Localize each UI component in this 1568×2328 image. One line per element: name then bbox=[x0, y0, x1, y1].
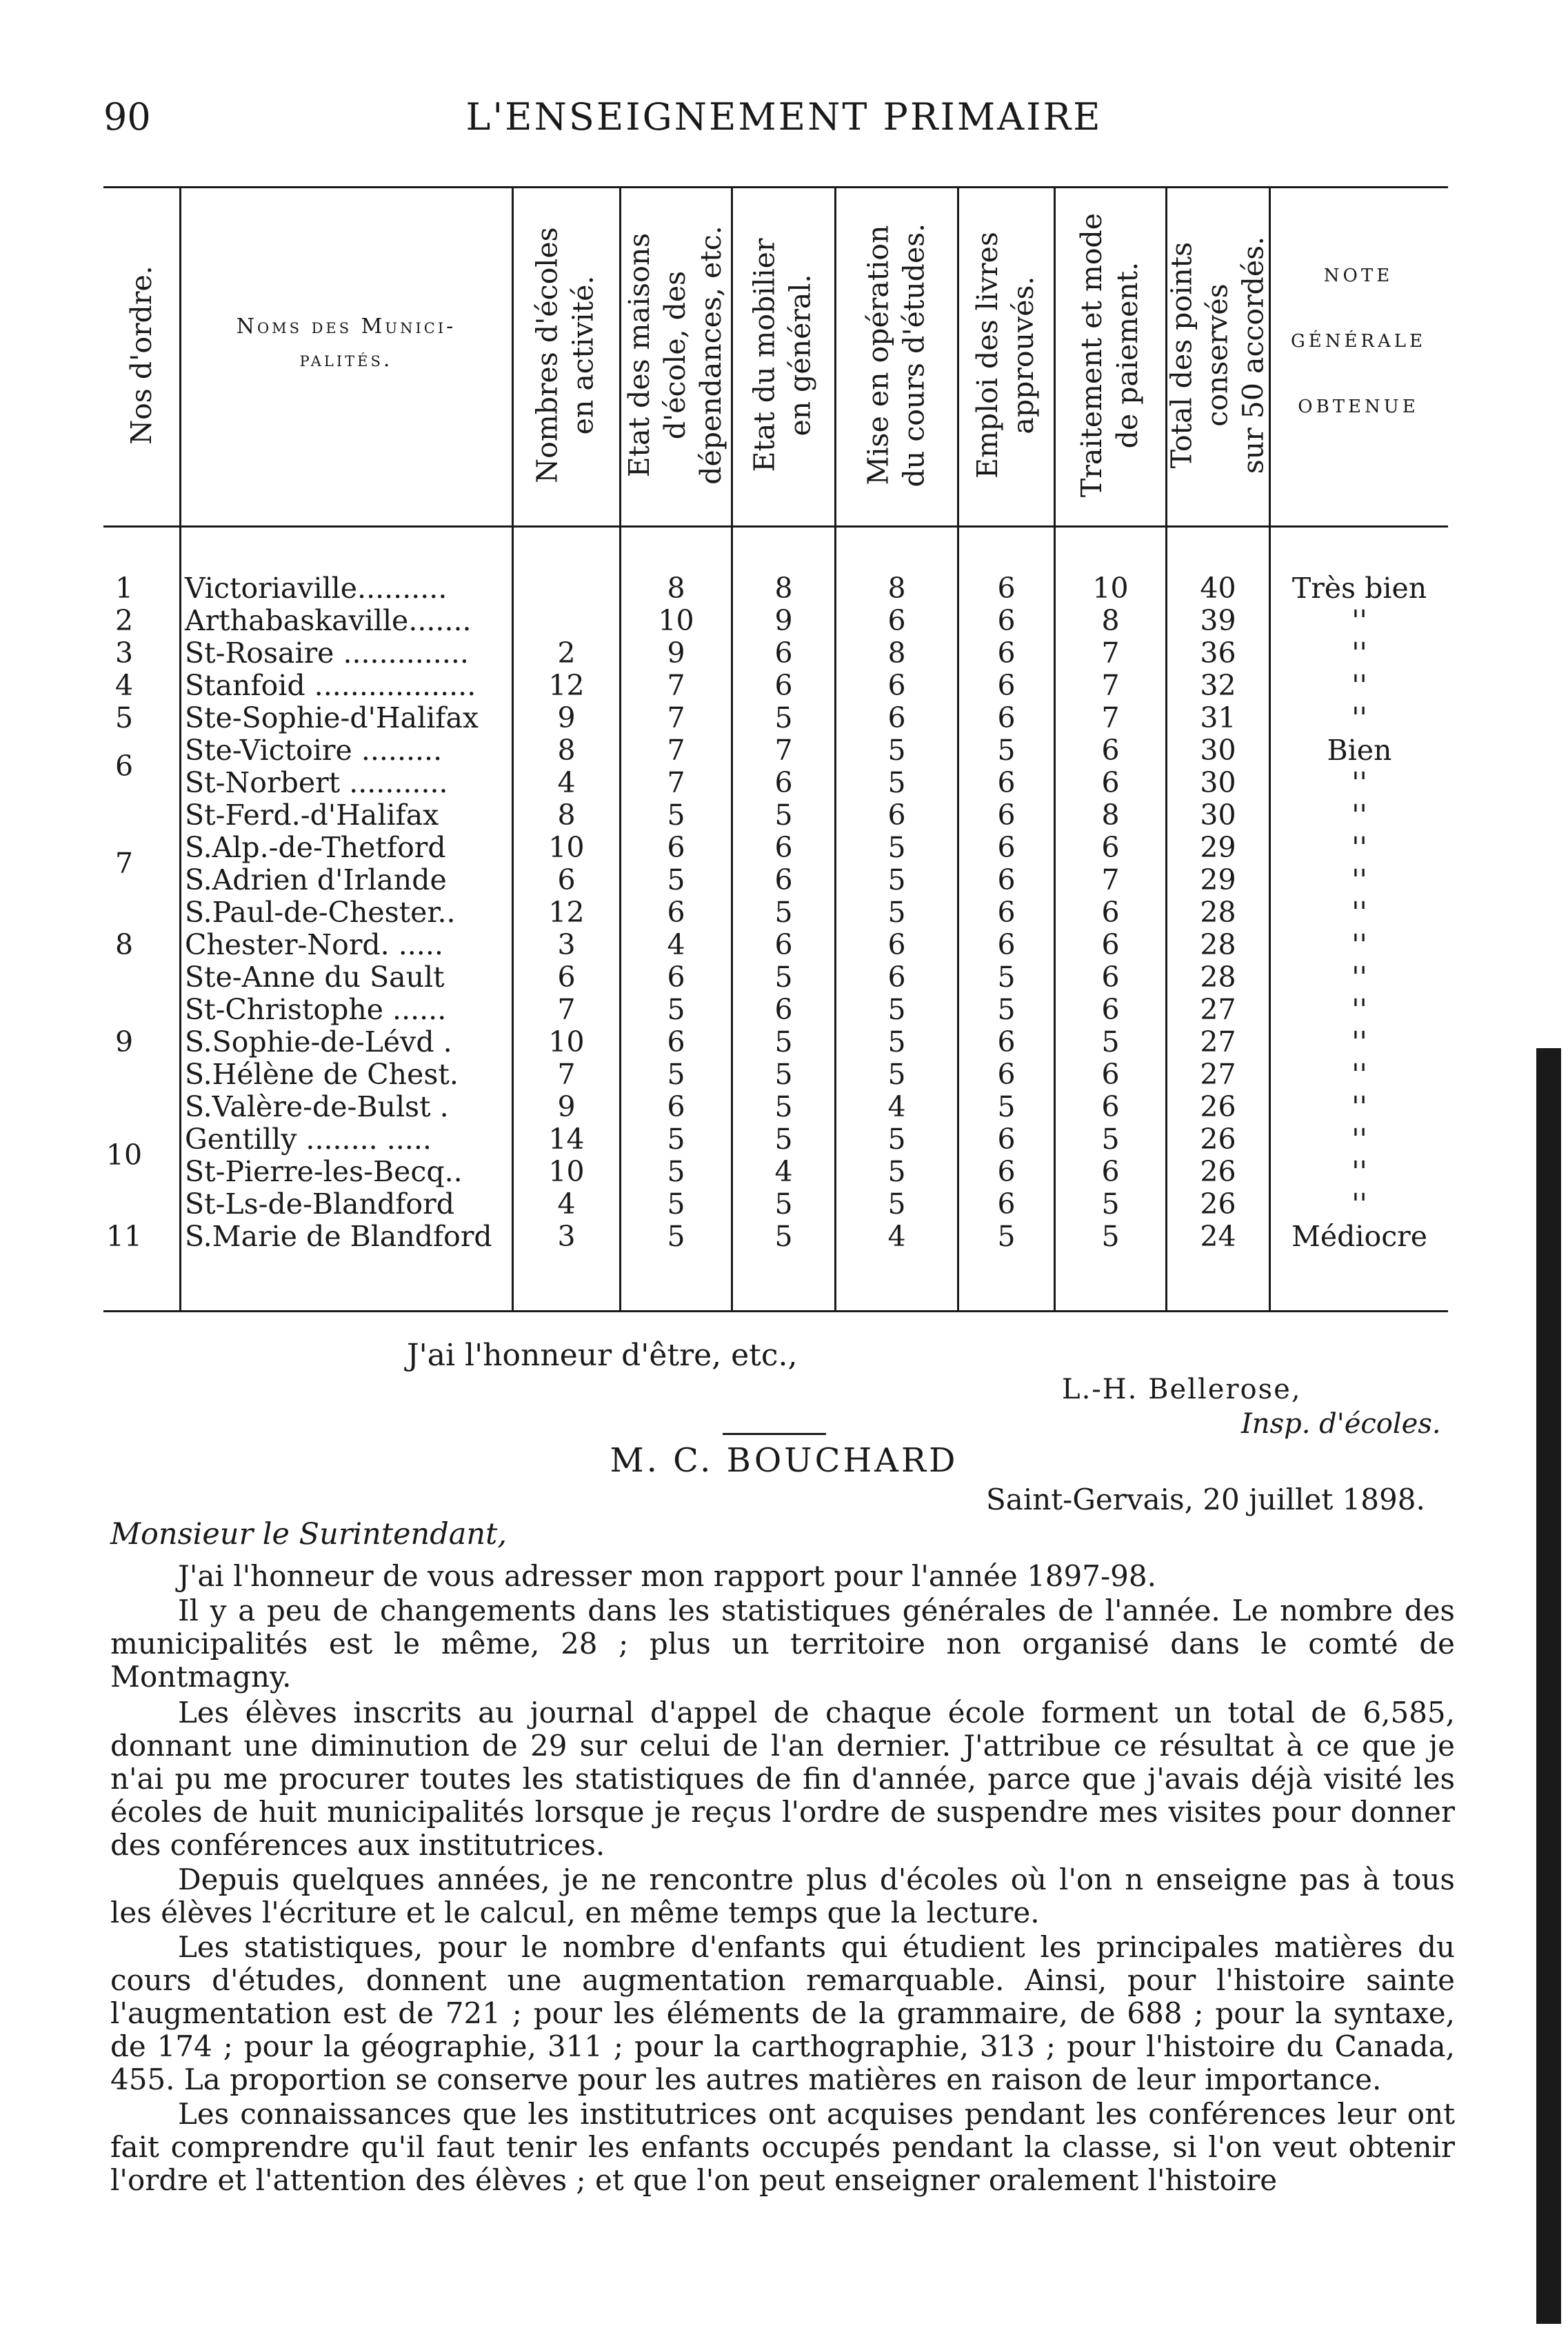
total-value: 28 bbox=[1200, 928, 1236, 961]
total-value: 27 bbox=[1200, 1025, 1236, 1058]
livres-value: 6 bbox=[997, 1155, 1016, 1188]
mobilier-value: 5 bbox=[774, 1025, 793, 1058]
livres-value: 6 bbox=[997, 701, 1016, 734]
note-value: '' bbox=[1351, 896, 1367, 929]
cours-value: 8 bbox=[887, 572, 906, 605]
note-value: '' bbox=[1351, 1058, 1367, 1091]
cours-value: 6 bbox=[887, 961, 906, 994]
municipality-name: St-Ferd.-d'Halifax bbox=[185, 799, 439, 832]
livres-value: 6 bbox=[997, 604, 1016, 637]
ecoles-value bbox=[514, 605, 619, 637]
section-divider bbox=[723, 1433, 826, 1435]
cours-value: 6 bbox=[887, 604, 906, 637]
municipality-name: Gentilly ........ ..... bbox=[185, 1123, 432, 1156]
note-value: '' bbox=[1351, 1025, 1367, 1058]
municipality-name: Chester-Nord. ..... bbox=[185, 928, 443, 961]
ecoles-value: 4 bbox=[557, 766, 576, 799]
traitement-value: 6 bbox=[1101, 766, 1120, 799]
traitement-value: 6 bbox=[1101, 928, 1120, 961]
livres-value: 6 bbox=[997, 1187, 1016, 1221]
traitement-value: 5 bbox=[1101, 1025, 1120, 1058]
municipality-name: Victoriaville.......... bbox=[185, 572, 448, 605]
total-value: 28 bbox=[1200, 896, 1236, 929]
note-value: '' bbox=[1351, 928, 1367, 961]
total-value: 26 bbox=[1200, 1187, 1236, 1221]
total-value: 30 bbox=[1200, 734, 1236, 767]
paragraph: J'ai l'honneur de vous adresser mon rapport pour l'année 1897-98. bbox=[178, 1559, 1156, 1593]
group-number: 8 bbox=[114, 928, 134, 961]
paragraph: Les statistiques, pour le nombre d'enfants qui étudient les principales matières du cours d'études, donnent une augmentation remarquable. Ainsi, pour l'histoire sainte l'augmentation est de 721 ; pour les éléments de la grammaire, de 688 ; pour la syntaxe, de 174 ; pour la géographie, 311 ; pour la carthographie, 313 ; pour l'histoire du Canada, 455. La proportion se conserve pour les autres matières en raison de leur importance. bbox=[110, 1930, 1455, 2096]
group-number: 3 bbox=[114, 636, 134, 670]
group-number: 11 bbox=[105, 1220, 143, 1253]
livres-value: 6 bbox=[997, 766, 1016, 799]
cours-value: 8 bbox=[887, 636, 906, 670]
maisons-value: 7 bbox=[667, 766, 685, 799]
maisons-value: 6 bbox=[667, 961, 685, 994]
maisons-value: 6 bbox=[667, 1025, 685, 1058]
ecoles-value: 6 bbox=[557, 863, 576, 896]
maisons-value: 7 bbox=[667, 669, 685, 702]
maisons-value: 6 bbox=[667, 831, 685, 864]
municipality-name: Arthabaskaville....... bbox=[185, 604, 472, 637]
maisons-value: 7 bbox=[667, 701, 685, 734]
municipality-name: St-Pierre-les-Becq.. bbox=[185, 1155, 463, 1188]
mobilier-value: 5 bbox=[774, 961, 793, 994]
group-number: 9 bbox=[114, 1025, 134, 1058]
cours-value: 5 bbox=[887, 734, 906, 767]
municipality-name: St-Rosaire .............. bbox=[185, 636, 469, 670]
maisons-value: 5 bbox=[667, 993, 685, 1026]
header-etat-mobilier: Etat du mobilier en général. bbox=[748, 238, 817, 472]
municipality-name: S.Alp.-de-Thetford bbox=[185, 831, 446, 864]
mobilier-value: 6 bbox=[774, 636, 793, 670]
ecoles-value: 7 bbox=[557, 1058, 576, 1091]
municipality-name: Ste-Anne du Sault bbox=[185, 961, 445, 994]
livres-value: 5 bbox=[997, 993, 1016, 1026]
ecoles-value: 3 bbox=[557, 928, 576, 961]
traitement-value: 7 bbox=[1101, 669, 1120, 702]
total-value: 39 bbox=[1200, 604, 1236, 637]
cours-value: 5 bbox=[887, 1123, 906, 1156]
note-value: Bien bbox=[1327, 734, 1392, 767]
maisons-value: 7 bbox=[667, 734, 685, 767]
header-emploi-livres: Emploi des livres approuvés. bbox=[971, 232, 1040, 479]
total-value: 27 bbox=[1200, 1058, 1236, 1091]
mobilier-value: 5 bbox=[774, 701, 793, 734]
municipality-name: Stanfoid .................. bbox=[185, 669, 476, 702]
livres-value: 6 bbox=[997, 799, 1016, 832]
note-value: '' bbox=[1351, 1187, 1367, 1221]
cours-value: 6 bbox=[887, 669, 906, 702]
note-value: '' bbox=[1351, 636, 1367, 670]
col-divider bbox=[179, 186, 181, 1310]
traitement-value: 5 bbox=[1101, 1123, 1120, 1156]
maisons-value: 5 bbox=[667, 1220, 685, 1253]
paragraph: Depuis quelques années, je ne rencontre plus d'écoles où l'on n enseigne pas à tous les élèves l'écriture et le calcul, en même temps que la lecture. bbox=[110, 1863, 1455, 1929]
note-value: '' bbox=[1351, 669, 1367, 702]
traitement-value: 8 bbox=[1101, 604, 1120, 637]
livres-value: 6 bbox=[997, 1123, 1016, 1156]
note-value: '' bbox=[1351, 831, 1367, 864]
traitement-value: 6 bbox=[1101, 896, 1120, 929]
maisons-value: 6 bbox=[667, 1090, 685, 1123]
group-number: 2 bbox=[114, 604, 134, 637]
traitement-value: 6 bbox=[1101, 993, 1120, 1026]
livres-value: 6 bbox=[997, 1058, 1016, 1091]
group-number: 5 bbox=[114, 701, 134, 734]
cours-value: 4 bbox=[887, 1090, 906, 1123]
livres-value: 6 bbox=[997, 572, 1016, 605]
total-value: 29 bbox=[1200, 831, 1236, 864]
scan-edge-shadow bbox=[1536, 1048, 1561, 2324]
livres-value: 6 bbox=[997, 928, 1016, 961]
ecoles-value: 4 bbox=[557, 1187, 576, 1221]
mobilier-value: 8 bbox=[774, 572, 793, 605]
ecoles-value: 14 bbox=[548, 1123, 585, 1156]
traitement-value: 6 bbox=[1101, 1058, 1120, 1091]
group-number: 4 bbox=[114, 669, 134, 702]
traitement-value: 7 bbox=[1101, 636, 1120, 670]
note-value: '' bbox=[1351, 1155, 1367, 1188]
livres-value: 5 bbox=[997, 734, 1016, 767]
group-number: 7 bbox=[114, 847, 134, 880]
livres-value: 5 bbox=[997, 961, 1016, 994]
livres-value: 6 bbox=[997, 636, 1016, 670]
running-head: L'ENSEIGNEMENT PRIMAIRE bbox=[465, 95, 1103, 139]
note-value: '' bbox=[1351, 766, 1367, 799]
municipality-name: St-Norbert ........... bbox=[185, 766, 448, 799]
cours-value: 4 bbox=[887, 1220, 906, 1253]
mobilier-value: 5 bbox=[774, 799, 793, 832]
cours-value: 5 bbox=[887, 863, 906, 896]
livres-value: 6 bbox=[997, 669, 1016, 702]
municipality-name: S.Valère-de-Bulst . bbox=[185, 1090, 449, 1123]
note-value: Très bien bbox=[1291, 572, 1427, 605]
municipality-name: S.Adrien d'Irlande bbox=[185, 863, 447, 896]
total-value: 26 bbox=[1200, 1090, 1236, 1123]
cours-value: 6 bbox=[887, 701, 906, 734]
traitement-value: 8 bbox=[1101, 799, 1120, 832]
table-header-rule bbox=[103, 525, 1448, 528]
ecoles-value bbox=[514, 572, 619, 605]
note-value: '' bbox=[1351, 993, 1367, 1026]
cours-value: 5 bbox=[887, 896, 906, 929]
mobilier-value: 9 bbox=[774, 604, 793, 637]
livres-value: 6 bbox=[997, 896, 1016, 929]
mobilier-value: 5 bbox=[774, 896, 793, 929]
maisons-value: 5 bbox=[667, 799, 685, 832]
note-value: '' bbox=[1351, 863, 1367, 896]
cours-value: 5 bbox=[887, 831, 906, 864]
total-value: 24 bbox=[1200, 1220, 1236, 1253]
municipality-name: S.Marie de Blandford bbox=[185, 1220, 492, 1253]
total-value: 26 bbox=[1200, 1123, 1236, 1156]
mobilier-value: 6 bbox=[774, 669, 793, 702]
statistics-table bbox=[103, 186, 1448, 1317]
paragraph: Les élèves inscrits au journal d'appel de chaque école forment un total de 6,585, donnant une diminution de 29 sur celui de l'an dernier. J'attribue ce résultat à ce que je n'ai pu me procurer toutes les statistiques de fin d'année, parce que j'avais déjà visité les écoles de huit municipalités lorsque je reçus l'ordre de suspendre mes visites pour donner des conférences aux institutrices. bbox=[110, 1696, 1455, 1862]
traitement-value: 7 bbox=[1101, 863, 1120, 896]
ecoles-value: 6 bbox=[557, 961, 576, 994]
mobilier-value: 5 bbox=[774, 1058, 793, 1091]
note-value: '' bbox=[1351, 961, 1367, 994]
ecoles-value: 9 bbox=[557, 1090, 576, 1123]
group-number: 6 bbox=[114, 750, 134, 783]
header-etat-maisons: Etat des maisons d'école, des dépendances, etc. bbox=[623, 225, 727, 485]
municipality-name: S.Sophie-de-Lévd . bbox=[185, 1025, 452, 1058]
cours-value: 5 bbox=[887, 993, 906, 1026]
total-value: 26 bbox=[1200, 1155, 1236, 1188]
mobilier-value: 6 bbox=[774, 928, 793, 961]
dateline: Saint-Gervais, 20 juillet 1898. bbox=[986, 1483, 1425, 1516]
ecoles-value: 10 bbox=[548, 831, 585, 864]
signature-title: Insp. d'écoles. bbox=[1241, 1408, 1441, 1440]
ecoles-value: 12 bbox=[548, 669, 585, 702]
group-number: 1 bbox=[114, 572, 134, 605]
paragraph: Il y a peu de changements dans les statistiques générales de l'année. Le nombre des municipalités est le même, 28 ; plus un territoire non organisé dans le comté de Montmagny. bbox=[110, 1594, 1455, 1694]
mobilier-value: 6 bbox=[774, 831, 793, 864]
page-number: 90 bbox=[103, 95, 151, 139]
group-number: 10 bbox=[105, 1138, 143, 1172]
maisons-value: 5 bbox=[667, 1123, 685, 1156]
header-traitement: Traitement et mode de paiement. bbox=[1075, 212, 1144, 498]
traitement-value: 6 bbox=[1101, 734, 1120, 767]
header-note-line2: GÉNÉRALE bbox=[1290, 331, 1427, 352]
note-value: Médiocre bbox=[1291, 1220, 1428, 1253]
maisons-value: 5 bbox=[667, 863, 685, 896]
header-mise-operation: Mise en opération du cours d'études. bbox=[861, 223, 930, 488]
note-value: '' bbox=[1351, 1123, 1367, 1156]
header-total-points: Total des points conservés sur 50 accordés. bbox=[1165, 236, 1269, 474]
cours-value: 5 bbox=[887, 766, 906, 799]
total-value: 32 bbox=[1200, 669, 1236, 702]
signature: L.-H. Bellerose, bbox=[1062, 1374, 1302, 1405]
mobilier-value: 5 bbox=[774, 1090, 793, 1123]
ecoles-value: 9 bbox=[557, 701, 576, 734]
mobilier-value: 4 bbox=[774, 1155, 793, 1188]
traitement-value: 10 bbox=[1092, 572, 1129, 605]
traitement-value: 6 bbox=[1101, 1155, 1120, 1188]
total-value: 27 bbox=[1200, 993, 1236, 1026]
livres-value: 5 bbox=[997, 1090, 1016, 1123]
municipality-name: S.Paul-de-Chester.. bbox=[185, 896, 456, 929]
total-value: 31 bbox=[1200, 701, 1236, 734]
maisons-value: 8 bbox=[667, 572, 685, 605]
ecoles-value: 2 bbox=[557, 636, 576, 670]
header-note-line3: OBTENUE bbox=[1298, 397, 1419, 417]
traitement-value: 6 bbox=[1101, 831, 1120, 864]
mobilier-value: 6 bbox=[774, 863, 793, 896]
traitement-value: 6 bbox=[1101, 961, 1120, 994]
ecoles-value: 10 bbox=[548, 1025, 585, 1058]
municipality-name: St-Ls-de-Blandford bbox=[185, 1187, 454, 1221]
ecoles-value: 8 bbox=[557, 734, 576, 767]
traitement-value: 7 bbox=[1101, 701, 1120, 734]
mobilier-value: 5 bbox=[774, 1220, 793, 1253]
maisons-value: 4 bbox=[667, 928, 685, 961]
maisons-value: 9 bbox=[667, 636, 685, 670]
livres-value: 6 bbox=[997, 1025, 1016, 1058]
note-value: '' bbox=[1351, 701, 1367, 734]
ecoles-value: 10 bbox=[548, 1155, 585, 1188]
maisons-value: 5 bbox=[667, 1155, 685, 1188]
maisons-value: 5 bbox=[667, 1187, 685, 1221]
closing-honneur: J'ai l'honneur d'être, etc., bbox=[407, 1338, 798, 1373]
ecoles-value: 7 bbox=[557, 993, 576, 1026]
cours-value: 6 bbox=[887, 928, 906, 961]
ecoles-value: 3 bbox=[557, 1220, 576, 1253]
salutation: Monsieur le Surintendant, bbox=[110, 1517, 507, 1552]
mobilier-value: 7 bbox=[774, 734, 793, 767]
header-nos-ordre: Nos d'ordre. bbox=[125, 265, 159, 445]
traitement-value: 6 bbox=[1101, 1090, 1120, 1123]
header-noms-municipalites: Noms des Munici- palités. bbox=[236, 314, 456, 372]
note-value: '' bbox=[1351, 799, 1367, 832]
mobilier-value: 6 bbox=[774, 766, 793, 799]
municipality-name: S.Hélène de Chest. bbox=[185, 1058, 459, 1091]
maisons-value: 6 bbox=[667, 896, 685, 929]
section-title: M. C. BOUCHARD bbox=[610, 1441, 958, 1480]
ecoles-value: 12 bbox=[548, 896, 585, 929]
maisons-value: 5 bbox=[667, 1058, 685, 1091]
livres-value: 6 bbox=[997, 831, 1016, 864]
mobilier-value: 5 bbox=[774, 1123, 793, 1156]
mobilier-value: 6 bbox=[774, 993, 793, 1026]
total-value: 29 bbox=[1200, 863, 1236, 896]
cours-value: 5 bbox=[887, 1187, 906, 1221]
cours-value: 6 bbox=[887, 799, 906, 832]
cours-value: 5 bbox=[887, 1025, 906, 1058]
table-bottom-rule bbox=[103, 1310, 1448, 1312]
municipality-name: Ste-Sophie-d'Halifax bbox=[185, 701, 479, 734]
paragraph: Les connaissances que les institutrices ont acquises pendant les conférences leur ont fait comprendre qu'il faut tenir les enfants occupés pendant la classe, si l'on veut obtenir l'ordre et l'attention des élèves ; et que l'on peut enseigner oralement l'histoire bbox=[110, 2097, 1455, 2197]
total-value: 30 bbox=[1200, 799, 1236, 832]
total-value: 40 bbox=[1200, 572, 1236, 605]
total-value: 30 bbox=[1200, 766, 1236, 799]
municipality-name: Ste-Victoire ......... bbox=[185, 734, 443, 767]
traitement-value: 5 bbox=[1101, 1220, 1120, 1253]
header-note-line1: NOTE bbox=[1323, 265, 1394, 286]
note-value: '' bbox=[1351, 1090, 1367, 1123]
municipality-name: St-Christophe ...... bbox=[185, 993, 447, 1026]
mobilier-value: 5 bbox=[774, 1187, 793, 1221]
livres-value: 5 bbox=[997, 1220, 1016, 1253]
cours-value: 5 bbox=[887, 1058, 906, 1091]
header-nombres-ecoles: Nombres d'écoles en activité. bbox=[531, 227, 600, 483]
livres-value: 6 bbox=[997, 863, 1016, 896]
total-value: 36 bbox=[1200, 636, 1236, 670]
cours-value: 5 bbox=[887, 1155, 906, 1188]
maisons-value: 10 bbox=[658, 604, 694, 637]
ecoles-value: 8 bbox=[557, 799, 576, 832]
traitement-value: 5 bbox=[1101, 1187, 1120, 1221]
note-value: '' bbox=[1351, 604, 1367, 637]
total-value: 28 bbox=[1200, 961, 1236, 994]
